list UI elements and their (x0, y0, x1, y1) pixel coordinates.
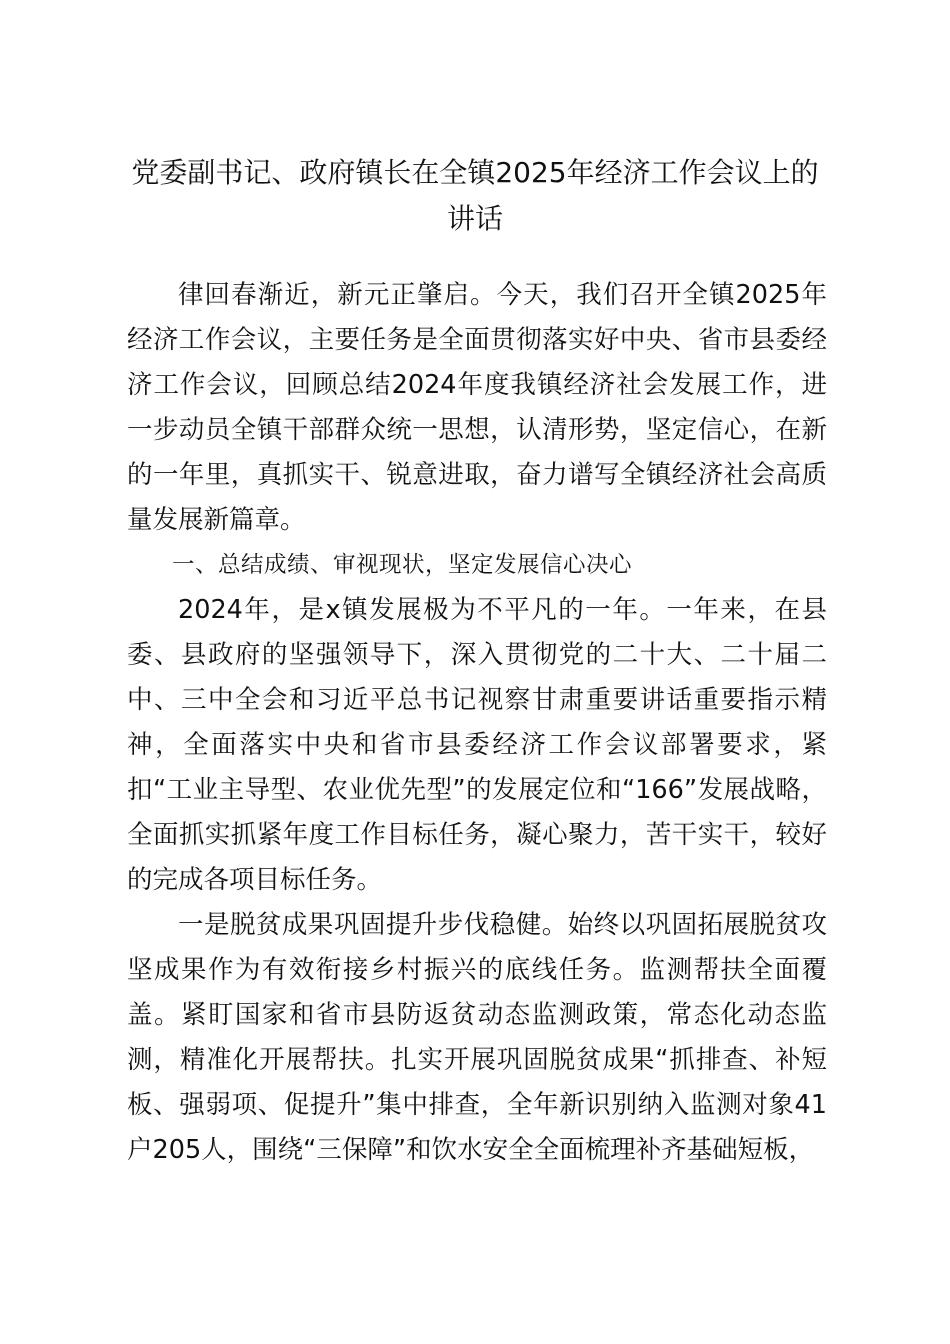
intro-paragraph: 律回春渐近，新元正肇启。今天，我们召开全镇2025年经济工作会议，主要任务是全面贯彻落实好中央、省市县委经济工作会议，回顾总结2024年度我镇经济社会发展工作，进一步动员全镇干部群众统一思想，认清形势，坚定信心，在新的一年里，真抓实干、锐意进取，奋力谱写全镇经济社会高质量发展新篇章。 (127, 280, 827, 535)
poverty-paragraph: 一是脱贫成果巩固提升步伐稳健。始终以巩固拓展脱贫攻坚成果作为有效衔接乡村振兴的底线任务。监测帮扶全面覆盖。紧盯国家和省市县防返贫动态监测政策，常态化动态监测，精准化开展帮扶。扎实开展巩固脱贫成果“抓排查、补短板、强弱项、促提升”集中排查，全年新识别纳入监测对象41户205人，围绕“三保障”和饮水安全全面梳理补齐基础短板， (127, 910, 827, 1165)
document-body (127, 273, 827, 1173)
document-title: 党委副书记、政府镇长在全镇2025年经济工作会议上的讲话 (131, 156, 819, 235)
summary-paragraph: 2024年，是x镇发展极为不平凡的一年。一年来，在县委、县政府的坚强领导下，深入贯彻党的二十大、二十届二中、三中全会和习近平总书记视察甘肃重要讲话重要指示精神，全面落实中央和省市县委经济工作会议部署要求，紧扣“工业主导型、农业优先型”的发展定位和“166”发展战略，全面抓实抓紧年度工作目标任务，凝心聚力，苦干实干，较好的完成各项目标任务。 (127, 595, 827, 895)
section-heading: 一、总结成绩、审视现状，坚定发展信心决心 (172, 552, 633, 578)
